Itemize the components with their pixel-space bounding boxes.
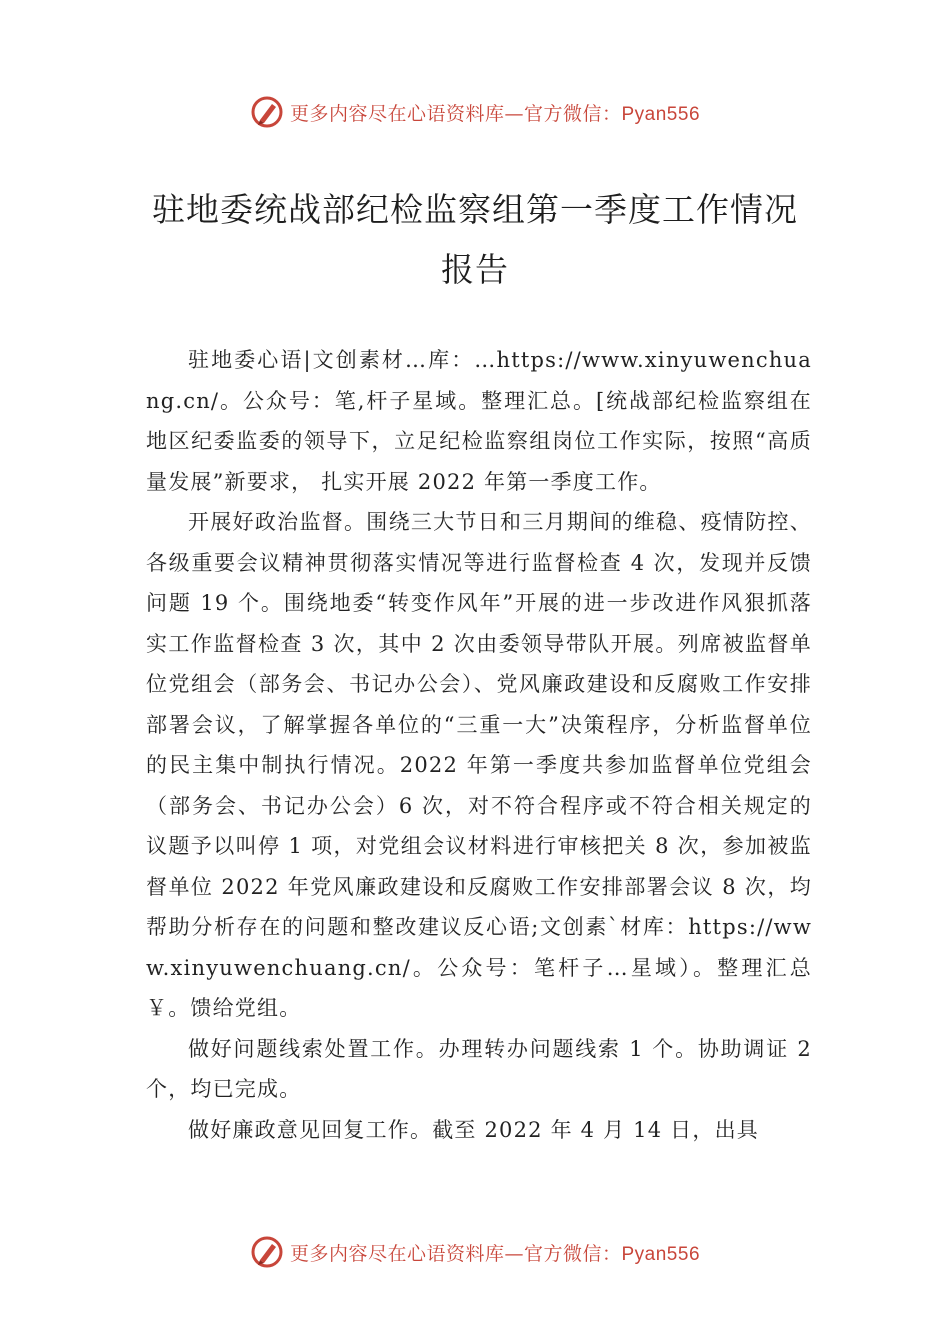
header-watermark — [0, 92, 950, 132]
document-body — [146, 340, 812, 1150]
header-watermark-text — [290, 99, 700, 126]
footer-wechat-id: Pyan556 — [621, 1243, 701, 1265]
footer-watermark — [0, 1232, 950, 1272]
paragraph-political-supervision: 开展好政治监督。围绕三大节日和三月期间的维稳、疫情防控、各级重要会议精神贯彻落实情况等进行监督检查 4 次，发现并反馈问题 19 个。围绕地委“转变作风年”开展的进一步改进作风狠抓落实工作监督检查 3 次，其中 2 次由委领导带队开展。列席被监督单位党组会（部务会、书记办公会）、党风廉政建设和反腐败工作安排部署会议，了解掌握各单位的“三重一大”决策程序，分析监督单位的民主集中制执行情况。2022 年第一季度共参加监督单位党组会（部务会、书记办公会）6 次，对不符合程序或不符合相关规定的议题予以叫停 1 项，对党组会议材料进行审核把关 8 次，参加被监督单位 2022 年党风廉政建设和反腐败工作安排部署会议 8 次，均帮助分析存在的问题和整改建议反心语;文创素`材库：https://www.xinyuwenchuang.cn/。公众号：笔杆子…星域）。整理汇总￥。馈给党组。 — [146, 510, 812, 1020]
paragraph-intro: 驻地委心语|文创素材…库：…https://www.xinyuwenchuang.cn/。公众号：笔,杆子星域。整理汇总。[统战部纪检监察组在地区纪委监委的领导下，立足纪检监察组岗位工作实际，按照“高质量发展”新要求， 扎实开展 2022 年第一季度工作。 — [146, 348, 812, 494]
footer-watermark-label: 更多内容尽在心语资料库—官方微信： — [289, 1242, 622, 1265]
header-watermark-label: 更多内容尽在心语资料库—官方微信： — [289, 102, 622, 125]
footer-watermark-text — [290, 1239, 700, 1266]
paragraph-clue-handling: 做好问题线索处置工作。办理转办问题线索 1 个。协助调证 2 个，均已完成。 — [146, 1036, 812, 1101]
header-wechat-id: Pyan556 — [621, 103, 701, 125]
pen-logo-icon — [250, 1235, 284, 1269]
pen-logo-icon — [250, 95, 284, 129]
paragraph-integrity-opinions: 做好廉政意见回复工作。截至 2022 年 4 月 14 日，出具 — [188, 1117, 759, 1142]
document-title: 驻地委统战部纪检监察组第一季度工作情况报告 — [152, 190, 798, 289]
